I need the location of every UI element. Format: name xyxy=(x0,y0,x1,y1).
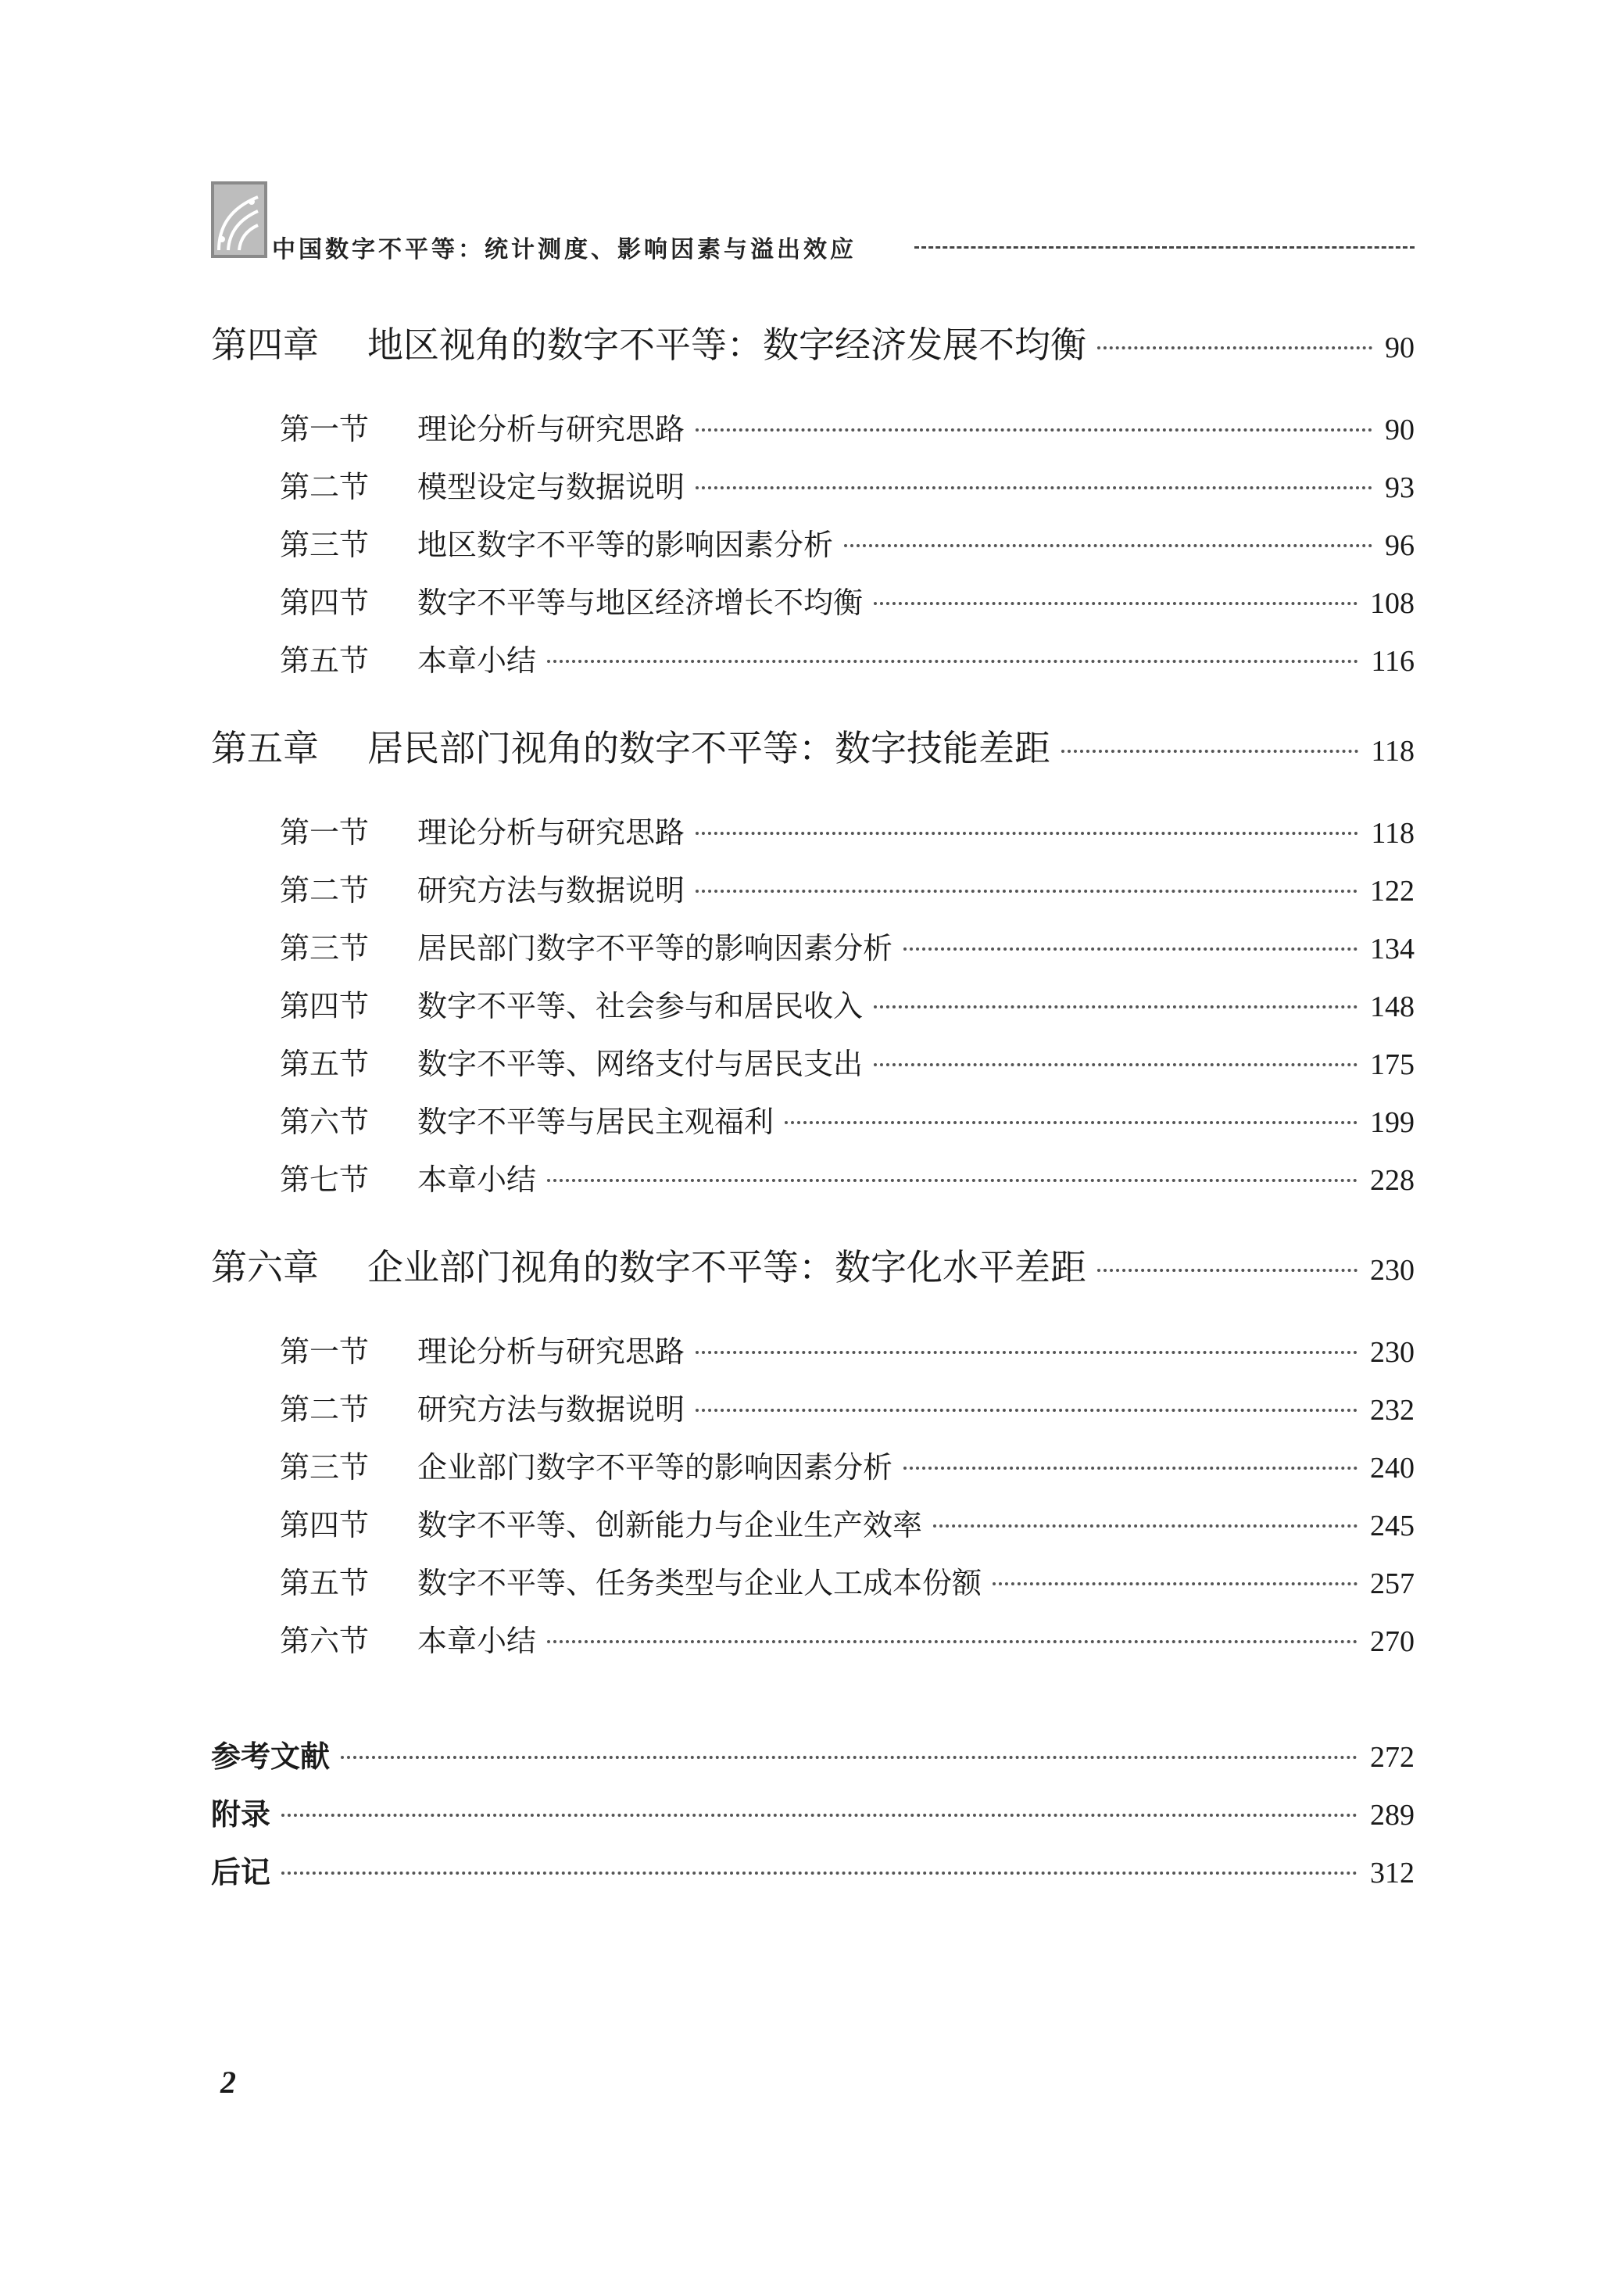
dot-leader xyxy=(785,1121,1358,1124)
dot-leader xyxy=(903,947,1358,951)
section-number: 第三节 xyxy=(280,1450,370,1485)
dot-leader xyxy=(696,890,1358,893)
page-number: 108 xyxy=(1370,587,1415,620)
toc-chapter-6[interactable] xyxy=(211,1239,1415,1291)
dot-leader xyxy=(874,602,1358,605)
dot-leader xyxy=(874,1005,1358,1008)
page-number: 232 xyxy=(1370,1394,1415,1427)
section-number: 第五节 xyxy=(280,643,370,678)
section-title: 数字不平等、创新能力与企业生产效率 xyxy=(417,1508,923,1542)
toc-section[interactable] xyxy=(280,1327,1415,1370)
page-number: 90 xyxy=(1385,414,1415,446)
folio-page-number: 2 xyxy=(220,2065,236,2100)
page-number: 270 xyxy=(1370,1625,1415,1658)
section-number: 第一节 xyxy=(280,412,370,446)
toc-appendix[interactable] xyxy=(211,1790,1415,1833)
section-number: 第六节 xyxy=(280,1624,370,1658)
dot-leader xyxy=(341,1756,1358,1759)
section-title: 数字不平等、社会参与和居民收入 xyxy=(417,989,864,1023)
dot-leader xyxy=(281,1814,1358,1817)
section-title: 数字不平等与居民主观福利 xyxy=(417,1105,774,1139)
section-title: 理论分析与研究思路 xyxy=(417,1334,685,1369)
page-number: 245 xyxy=(1370,1510,1415,1542)
backmatter-title: 后记 xyxy=(211,1855,271,1890)
dot-leader xyxy=(547,1640,1358,1643)
section-title: 研究方法与数据说明 xyxy=(417,1392,685,1427)
page-number: 122 xyxy=(1370,875,1415,908)
section-title: 数字不平等、任务类型与企业人工成本份额 xyxy=(417,1566,982,1600)
section-title: 理论分析与研究思路 xyxy=(417,412,685,446)
chapter-title: 居民部门视角的数字不平等：数字技能差距 xyxy=(367,727,1050,769)
section-number: 第一节 xyxy=(280,815,370,850)
toc-section[interactable] xyxy=(280,1501,1415,1544)
section-number: 第七节 xyxy=(280,1162,370,1197)
chapter-number: 第四章 xyxy=(211,324,319,366)
toc-section[interactable] xyxy=(280,982,1415,1025)
chapter-number: 第六章 xyxy=(211,1246,319,1288)
toc-section[interactable] xyxy=(280,1559,1415,1602)
backmatter-title: 参考文献 xyxy=(211,1739,331,1774)
toc-section[interactable] xyxy=(280,1617,1415,1660)
toc-section[interactable] xyxy=(280,405,1415,448)
toc-section[interactable] xyxy=(280,463,1415,506)
section-title: 模型设定与数据说明 xyxy=(417,470,685,504)
dot-leader xyxy=(547,1179,1358,1182)
dot-leader xyxy=(1061,750,1358,753)
page-number: 240 xyxy=(1370,1452,1415,1485)
toc-section[interactable] xyxy=(280,808,1415,851)
section-number: 第三节 xyxy=(280,528,370,562)
page-number: 272 xyxy=(1370,1741,1415,1774)
dot-leader xyxy=(281,1872,1358,1875)
toc-section[interactable] xyxy=(280,866,1415,909)
toc-section[interactable] xyxy=(280,1098,1415,1141)
dot-leader xyxy=(903,1467,1358,1470)
page-number: 175 xyxy=(1370,1048,1415,1081)
header-rule xyxy=(914,246,1415,249)
toc-section[interactable] xyxy=(280,521,1415,564)
page-number: 134 xyxy=(1370,933,1415,965)
section-number: 第五节 xyxy=(280,1047,370,1081)
page-number: 118 xyxy=(1371,735,1415,768)
section-title: 居民部门数字不平等的影响因素分析 xyxy=(417,931,893,965)
section-number: 第二节 xyxy=(280,1392,370,1427)
running-header xyxy=(211,181,1415,263)
toc-section[interactable] xyxy=(280,1040,1415,1083)
toc-section[interactable] xyxy=(280,1443,1415,1486)
page-number: 230 xyxy=(1370,1254,1415,1287)
page-number: 90 xyxy=(1385,331,1415,364)
page-number: 96 xyxy=(1385,529,1415,562)
dot-leader xyxy=(696,486,1372,489)
section-title: 本章小结 xyxy=(417,643,537,678)
section-title: 本章小结 xyxy=(417,1162,537,1197)
section-number: 第二节 xyxy=(280,470,370,504)
section-number: 第四节 xyxy=(280,586,370,620)
section-title: 企业部门数字不平等的影响因素分析 xyxy=(417,1450,893,1485)
chapter-title: 地区视角的数字不平等：数字经济发展不均衡 xyxy=(367,324,1086,366)
toc-chapter-4[interactable] xyxy=(211,317,1415,368)
section-title: 理论分析与研究思路 xyxy=(417,815,685,850)
book-logo-icon xyxy=(211,181,267,258)
section-title: 本章小结 xyxy=(417,1624,537,1658)
toc-section[interactable] xyxy=(280,636,1415,679)
section-number: 第三节 xyxy=(280,931,370,965)
page-number: 93 xyxy=(1385,471,1415,504)
section-number: 第四节 xyxy=(280,989,370,1023)
backmatter-title: 附录 xyxy=(211,1797,271,1832)
dot-leader xyxy=(933,1524,1358,1528)
running-title: 中国数字不平等：统计测度、影响因素与溢出效应 xyxy=(272,236,857,263)
page-number: 257 xyxy=(1370,1567,1415,1600)
page-number: 199 xyxy=(1370,1106,1415,1139)
toc-section[interactable] xyxy=(280,1385,1415,1428)
toc-afterword[interactable] xyxy=(211,1848,1415,1891)
section-number: 第一节 xyxy=(280,1334,370,1369)
dot-leader xyxy=(547,660,1358,663)
dot-leader xyxy=(993,1582,1358,1585)
section-title: 数字不平等与地区经济增长不均衡 xyxy=(417,586,864,620)
section-number: 第四节 xyxy=(280,1508,370,1542)
dot-leader xyxy=(696,428,1372,432)
dot-leader xyxy=(696,1351,1358,1354)
page-number: 116 xyxy=(1371,645,1415,678)
section-title: 数字不平等、网络支付与居民支出 xyxy=(417,1047,864,1081)
section-title: 地区数字不平等的影响因素分析 xyxy=(417,528,834,562)
dot-leader xyxy=(696,1409,1358,1412)
toc-references[interactable] xyxy=(211,1732,1415,1775)
page-number: 230 xyxy=(1370,1336,1415,1369)
dot-leader xyxy=(1097,346,1372,349)
dot-leader xyxy=(696,832,1358,835)
section-number: 第六节 xyxy=(280,1105,370,1139)
page-number: 148 xyxy=(1370,990,1415,1023)
dot-leader xyxy=(874,1063,1358,1066)
toc-section[interactable] xyxy=(280,1155,1415,1198)
page-number: 228 xyxy=(1370,1164,1415,1197)
section-title: 研究方法与数据说明 xyxy=(417,873,685,908)
toc-section[interactable] xyxy=(280,924,1415,967)
chapter-number: 第五章 xyxy=(211,727,319,769)
section-number: 第五节 xyxy=(280,1566,370,1600)
toc-section[interactable] xyxy=(280,578,1415,621)
page-number: 289 xyxy=(1370,1799,1415,1832)
chapter-title: 企业部门视角的数字不平等：数字化水平差距 xyxy=(367,1246,1086,1288)
dot-leader xyxy=(1097,1269,1358,1272)
dot-leader xyxy=(844,544,1372,547)
page-number: 312 xyxy=(1370,1857,1415,1890)
page-number: 118 xyxy=(1371,817,1415,850)
toc-chapter-5[interactable] xyxy=(211,720,1415,772)
section-number: 第二节 xyxy=(280,873,370,908)
